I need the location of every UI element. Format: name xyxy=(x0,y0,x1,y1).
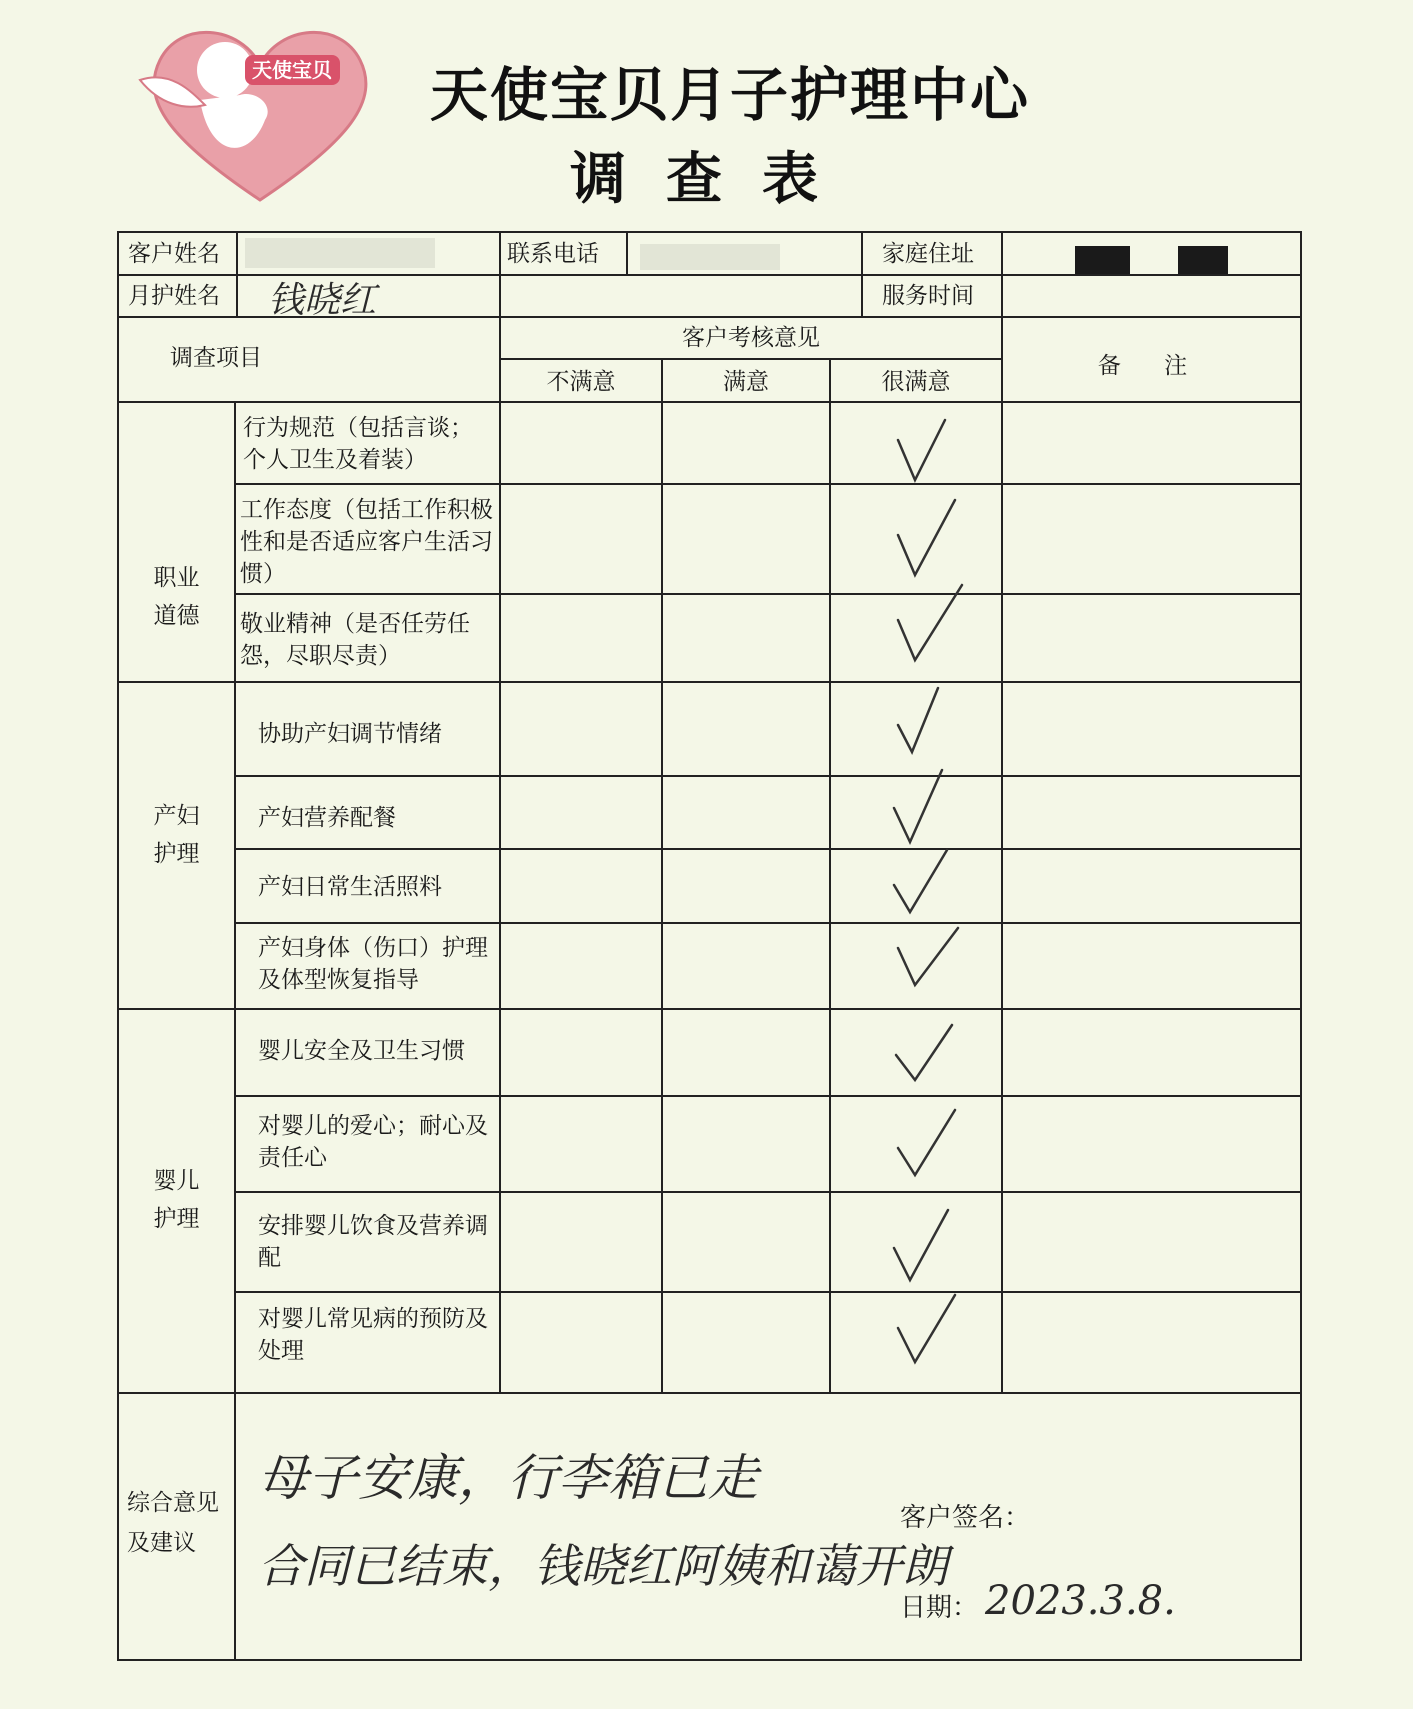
survey-item: 对婴儿常见病的预防及处理 xyxy=(258,1306,488,1364)
customer-name-label: 客户姓名 xyxy=(128,241,220,267)
very-satisfied-header: 很满意 xyxy=(881,369,951,395)
nurse-name-label: 月护姓名 xyxy=(128,283,220,309)
svg-text:天使宝贝: 天使宝贝 xyxy=(252,58,332,82)
check-icon xyxy=(898,928,958,985)
unsatisfied-header: 不满意 xyxy=(546,369,616,395)
redacted-address-2 xyxy=(1178,246,1228,274)
redacted-customer-name xyxy=(245,238,435,268)
survey-item: 产妇营养配餐 xyxy=(258,805,396,831)
date-value: 2023.3.8. xyxy=(985,1578,1176,1624)
survey-item: 产妇日常生活照料 xyxy=(258,874,442,900)
category-label: 职业 道德 xyxy=(153,565,200,629)
check-icon xyxy=(898,688,938,752)
survey-item: 敬业精神（是否任劳任怨，尽职尽责） xyxy=(240,611,470,669)
remarks-header: 备 注 xyxy=(1097,353,1206,379)
check-icon xyxy=(898,1295,955,1362)
address-label: 家庭住址 xyxy=(882,241,974,267)
survey-item: 工作态度（包括工作积极性和是否适应客户生活习惯） xyxy=(240,497,493,587)
check-icon xyxy=(896,1025,952,1080)
page-subtitle: 调查表 xyxy=(570,146,858,212)
check-icon xyxy=(894,770,942,842)
check-icon xyxy=(898,585,962,660)
comment-line-2: 合同已结束，钱晓红阿姨和蔼开朗 xyxy=(258,1539,948,1593)
check-icon xyxy=(898,500,955,575)
category-label: 产妇 护理 xyxy=(153,803,200,867)
survey-item-header: 调查项目 xyxy=(170,345,262,371)
nurse-name-value: 钱晓红 xyxy=(268,280,377,321)
category-label: 婴儿 护理 xyxy=(153,1168,200,1232)
signature-label: 客户签名： xyxy=(900,1503,1031,1533)
comment-line-1: 母子安康，行李箱已走 xyxy=(258,1449,758,1507)
survey-item: 婴儿安全及卫生习惯 xyxy=(258,1038,465,1064)
redacted-phone xyxy=(640,244,780,270)
summary-label: 综合意见 及建议 xyxy=(127,1490,219,1556)
survey-item: 对婴儿的爱心；耐心及责任心 xyxy=(258,1113,488,1171)
opinion-header: 客户考核意见 xyxy=(682,325,820,351)
satisfied-header: 满意 xyxy=(723,369,769,395)
survey-item: 协助产妇调节情绪 xyxy=(258,721,442,747)
check-icon xyxy=(894,850,947,912)
survey-item: 行为规范（包括言谈；个人卫生及着装） xyxy=(243,415,473,473)
check-icon xyxy=(898,420,945,480)
page-title: 天使宝贝月子护理中心 xyxy=(430,61,1031,129)
survey-item: 安排婴儿饮食及营养调配 xyxy=(258,1213,488,1271)
service-time-label: 服务时间 xyxy=(882,283,974,309)
redacted-address-1 xyxy=(1075,246,1130,274)
check-icon xyxy=(894,1210,948,1280)
check-icon xyxy=(898,1110,955,1175)
phone-label: 联系电话 xyxy=(507,241,599,267)
survey-item: 产妇身体（伤口）护理及体型恢复指导 xyxy=(258,935,488,993)
date-label: 日期： xyxy=(900,1593,979,1623)
check-icons xyxy=(894,420,962,1362)
